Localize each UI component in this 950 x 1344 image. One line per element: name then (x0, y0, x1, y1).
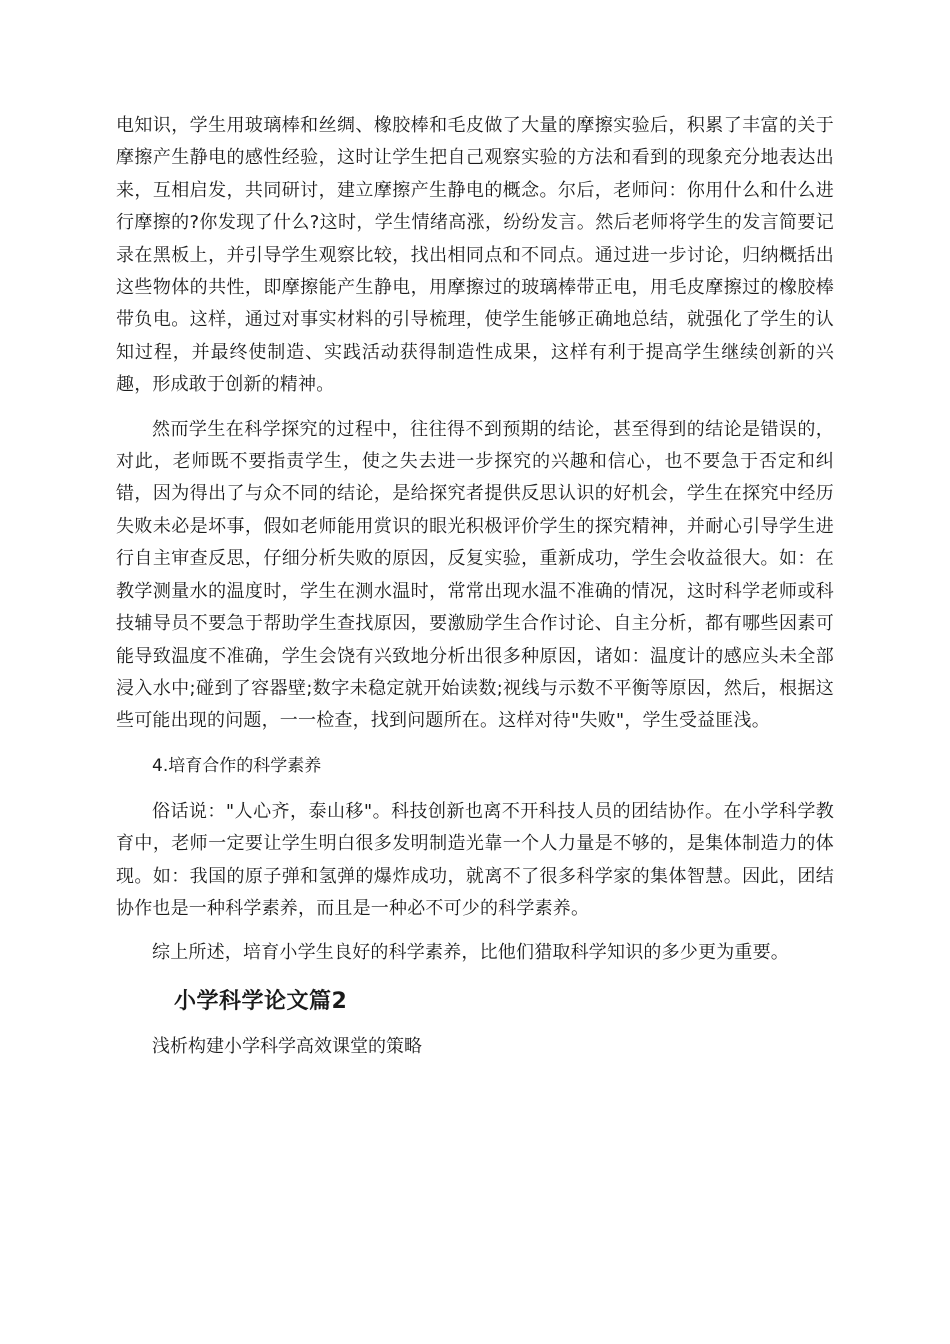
paragraph-teamwork: 俗话说："人心齐，泰山移"。科技创新也离不开科技人员的团结协作。在小学科学教育中，老师一定要让学生明白很多发明制造光靠一个人力量是不够的，是集体制造力的体现。如：我国的原子弹和氢弹的爆炸成功，就离不了很多科学家的集体智慧。因此，团结协作也是一种科学素养，而且是一种必不可少的科学素养。 (116, 800, 834, 919)
subheading-cooperation: 4.培育合作的科学素养 (152, 755, 322, 776)
section-title: 小学科学论文篇2 (174, 988, 348, 1014)
paragraph-failure-reflection: 然而学生在科学探究的过程中，往往得不到预期的结论，甚至得到的结论是错误的，对此，老师既不要指责学生，使之失去进一步探究的兴趣和信心，也不要急于否定和纠错，因为得出了与众不同的结论，是给探究者提供反思认识的好机会，学生在探究中经历失败未必是坏事，假如老师能用赏识的眼光积极评价学生的探究精神，并耐心引导学生进行自主审查反思，仔细分析失败的原因，反复实验，重新成功，学生会收益很大。如：在教学测量水的温度时，学生在测水温时，常常出现水温不准确的情况，这时科学老师或科技辅导员不要急于帮助学生查找原因，要激励学生合作讨论、自主分析，都有哪些因素可能导致温度不准确，学生会饶有兴致地分析出很多种原因，诸如：温度计的感应头未全部浸入水中;碰到了容器壁;数字未稳定就开始读数;视线与示数不平衡等原因，然后，根据这些可能出现的问题，一一检查，找到问题所在。这样对待"失败"，学生受益匪浅。 (116, 418, 834, 732)
paragraph-conclusion: 综上所述，培育小学生良好的科学素养，比他们猎取科学知识的多少更为重要。 (152, 942, 789, 964)
article-title: 浅析构建小学科学高效课堂的策略 (152, 1035, 422, 1057)
document-page (116, 110, 834, 1064)
paragraph-static-electricity: 电知识，学生用玻璃棒和丝绸、橡胶棒和毛皮做了大量的摩擦实验后，积累了丰富的关于摩擦产生静电的感性经验，这时让学生把自己观察实验的方法和看到的现象充分地表达出来，互相启发，共同研讨，建立摩擦产生静电的概念。尔后，老师问：你用什么和什么进行摩擦的?你发现了什么?这时，学生情绪高涨，纷纷发言。然后老师将学生的发言简要记录在黑板上，并引导学生观察比较，找出相同点和不同点。通过进一步讨论，归纳概括出这些物体的共性，即摩擦能产生静电，用摩擦过的玻璃棒带正电，用毛皮摩擦过的橡胶棒带负电。这样，通过对事实材料的引导梳理，使学生能够正确地总结，就强化了学生的认知过程，并最终使制造、实践活动获得制造性成果，这样有利于提高学生继续创新的兴趣，形成敢于创新的精神。 (116, 115, 834, 396)
